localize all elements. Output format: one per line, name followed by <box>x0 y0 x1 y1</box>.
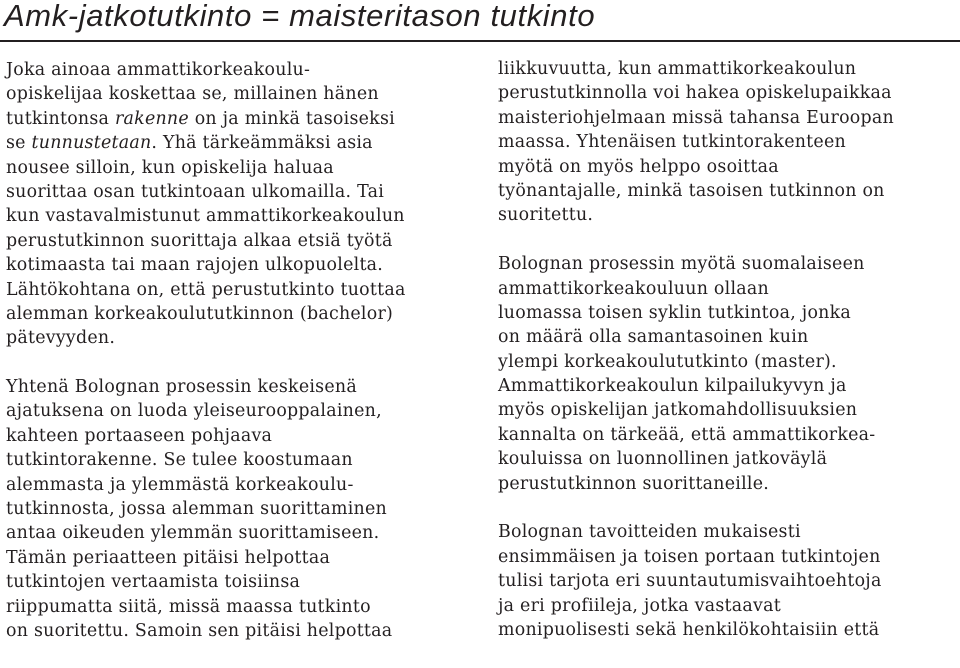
text-run: monipuolisesti sekä henkilökohtaisiin että <box>498 619 880 640</box>
text-line <box>498 130 958 154</box>
text-line <box>6 521 482 545</box>
text-run: perustutkinnon suorittaneille. <box>498 473 770 494</box>
text-line <box>6 424 482 448</box>
text-line <box>498 350 958 374</box>
text-line <box>498 545 958 569</box>
text-run: riippumatta siitä, missä maassa tutkinto <box>6 596 371 617</box>
text-line <box>498 277 958 301</box>
text-run: ensimmäisen ja toisen portaan tutkintojen <box>498 546 881 567</box>
text-line <box>498 81 958 105</box>
text-line <box>498 155 958 179</box>
document-title: Amk-jatkotutkinto = maisteritason tutkinto <box>4 0 596 33</box>
text-run: perustutkinnolla voi hakea opiskelupaikkaa <box>498 83 892 104</box>
text-run: ajatuksena on luoda yleiseurooppalainen, <box>6 401 382 422</box>
text-run: alemman korkeakoulututkinnon (bachelor) <box>6 303 394 324</box>
left-column <box>6 58 482 668</box>
text-run: työnantajalle, minkä tasoisen tutkinnon on <box>498 180 885 201</box>
text-line <box>6 58 482 82</box>
text-run: tutkintojen vertaamista toisiinsa <box>6 572 301 593</box>
text-line <box>498 520 958 544</box>
text-run: ja eri profiileja, jotka vastaavat <box>498 595 781 616</box>
text-run: pätevyyden. <box>6 328 116 349</box>
text-line <box>498 423 958 447</box>
text-line <box>6 229 482 253</box>
text-run: kun vastavalmistunut ammattikorkeakoulun <box>6 206 405 227</box>
paragraph <box>498 520 958 642</box>
text-line <box>6 570 482 594</box>
text-run: . Yhä tärkeämmäksi asia <box>151 133 373 154</box>
right-column <box>498 57 958 667</box>
text-run: antaa oikeuden ylemmän suorittamiseen. <box>6 523 380 544</box>
text-run: tutkintonsa <box>6 108 115 129</box>
text-line <box>6 619 482 643</box>
text-run: kannalta on tärkeää, että ammattikorkea- <box>498 424 876 445</box>
text-run: alemmasta ja ylemmästä korkeakoulu- <box>6 474 354 495</box>
text-line <box>6 302 482 326</box>
text-run: perustutkinnon suorittaja alkaa etsiä työtä <box>6 230 393 251</box>
text-line <box>6 253 482 277</box>
text-line <box>6 473 482 497</box>
text-line <box>6 82 482 106</box>
text-line <box>498 569 958 593</box>
text-run: kahteen portaaseen pohjaava <box>6 425 273 446</box>
text-run: Bolognan tavoitteiden mukaisesti <box>498 522 801 543</box>
text-line <box>498 374 958 398</box>
text-line <box>498 472 958 496</box>
paragraph <box>498 252 958 496</box>
text-line <box>6 180 482 204</box>
text-line <box>6 448 482 472</box>
text-line <box>6 546 482 570</box>
text-line <box>498 106 958 130</box>
italic-text: tunnustetaan <box>31 133 152 154</box>
text-run: Joka ainoaa ammattikorkeakoulu- <box>6 60 311 80</box>
text-run: Bolognan prosessin myötä suomalaiseen <box>498 254 865 275</box>
paragraph <box>498 57 958 228</box>
text-line <box>498 594 958 618</box>
italic-text: rakenne <box>114 108 189 129</box>
text-run: se <box>6 133 32 154</box>
text-line <box>6 107 482 131</box>
text-line <box>6 204 482 228</box>
paragraph <box>6 58 482 351</box>
title-rule <box>0 40 960 42</box>
text-run: tutkintorakenne. Se tulee koostumaan <box>6 450 353 471</box>
text-line <box>498 301 958 325</box>
text-line <box>498 203 958 227</box>
text-run: kotimaasta tai maan rajojen ulkopuolelta. <box>6 255 384 276</box>
text-line <box>6 595 482 619</box>
text-line <box>498 398 958 422</box>
text-line <box>498 252 958 276</box>
text-line <box>6 497 482 521</box>
text-run: on ja minkä tasoiseksi <box>188 108 395 129</box>
text-run: maisteriohjelmaan missä tahansa Euroopan <box>498 107 894 128</box>
text-line <box>6 375 482 399</box>
text-run: liikkuvuutta, kun ammattikorkeakoulun <box>498 59 857 79</box>
text-run: on suoritettu. Samoin sen pitäisi helpottaa <box>6 620 393 641</box>
text-run: suorittaa osan tutkintoaan ulkomailla. Tai <box>6 181 385 202</box>
text-run: myötä on myös helppo osoittaa <box>498 156 779 177</box>
text-run: Ammattikorkeakoulun kilpailukyvyn ja <box>498 376 847 397</box>
text-run: myös opiskelijan jatkomahdollisuuksien <box>498 400 858 421</box>
text-run: luomassa toisen syklin tutkintoa, jonka <box>498 302 852 323</box>
text-run: kouluissa on luonnollinen jatkoväylä <box>498 449 828 470</box>
text-run: Tämän periaatteen pitäisi helpottaa <box>6 547 331 568</box>
text-line <box>498 57 958 81</box>
text-line <box>498 447 958 471</box>
text-line <box>6 156 482 180</box>
text-run: ylempi korkeakoulututkinto (master). <box>498 351 837 372</box>
text-run: ammattikorkeakouluun ollaan <box>498 278 769 299</box>
text-line <box>498 179 958 203</box>
text-run: Lähtökohtana on, että perustutkinto tuottaa <box>6 279 406 300</box>
text-run: tulisi tarjota eri suuntautumisvaihtoehtoja <box>498 571 882 592</box>
text-run: opiskelijaa koskettaa se, millainen hänen <box>6 84 379 105</box>
paragraph <box>6 375 482 643</box>
text-line <box>6 326 482 350</box>
text-run: suoritettu. <box>498 205 594 226</box>
text-run: tutkinnosta, jossa alemman suorittaminen <box>6 499 387 520</box>
text-line <box>6 278 482 302</box>
text-run: nousee silloin, kun opiskelija haluaa <box>6 157 334 178</box>
text-run: on määrä olla samantasoinen kuin <box>498 327 809 348</box>
text-line <box>6 399 482 423</box>
text-line <box>498 618 958 642</box>
text-run: maassa. Yhtenäisen tutkintorakenteen <box>498 132 846 153</box>
text-line <box>6 131 482 155</box>
text-line <box>498 325 958 349</box>
text-run: Yhtenä Bolognan prosessin keskeisenä <box>6 377 357 398</box>
